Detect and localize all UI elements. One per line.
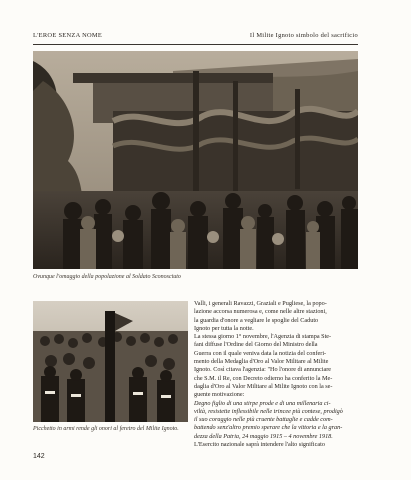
quote-line: il suo coraggio nelle più cruente battaglie e cadde com- — [194, 416, 333, 424]
body-line: lazione accorsa numerosa e, come nelle altre stazioni, — [194, 308, 327, 316]
photo-honor-guard — [33, 301, 188, 422]
body-line: fani diffuse l'Ordine del Giorno del Ministro della — [194, 341, 318, 349]
quote-line: battendo senz'altro premio sperare che la vittoria e la gran- — [194, 424, 343, 432]
body-line: guente motivazione: — [194, 391, 245, 399]
caption-bottom-photo: Picchetto in armi rende gli onori al feretro del Milite Ignoto. — [33, 426, 179, 432]
body-line: mento della Medaglia d'Oro al Valor Militare al Milite — [194, 358, 329, 366]
body-line: Ignoto. Così citava l'agenzia: "Ho l'onore di annunciare — [194, 366, 332, 374]
body-line: L'Esercito nazionale saprà intendere l'alto significato — [194, 441, 325, 449]
running-head-chapter-title: Il Milite Ignoto simbolo del sacrificio — [249, 32, 358, 39]
body-line: Valli, i generali Ravazzi, Graziali e Pugliese, la popo- — [194, 300, 327, 307]
page-number: 142 — [33, 453, 45, 460]
quote-line: dezza della Patria, 24 maggio 1915 – 4 novembre 1918. — [194, 432, 333, 440]
body-line: la guardia d'onore a vegliare le spoglie del Caduto — [194, 316, 319, 324]
caption-top-photo: Ovunque l'omaggio della popolazione al Soldato Sconosciuto — [33, 274, 181, 280]
body-line: La stessa giorno 1° novembre, l'Agenzia di stampa Ste- — [194, 333, 332, 341]
quote-line: Degno figlio di una stirpe prode e di una millenaria ci- — [194, 399, 331, 407]
running-head-book-title: L'EROE SENZA NOME — [33, 32, 103, 39]
body-line: Guerra con il quale veniva data la notizia del conferi- — [194, 349, 327, 357]
body-line: che S.M. il Re, con Decreto odierno ha conferito la Me- — [194, 374, 333, 382]
photo-crowd-homage — [33, 51, 358, 269]
running-head — [33, 32, 358, 44]
body-text-column — [194, 300, 358, 449]
quote-line: viltà, resistette inflessibile nelle trincee più contese, prodigò — [194, 407, 343, 415]
body-line: daglia d'Oro al Valor Militare al Milite Ignoto con la se- — [194, 382, 333, 390]
header-rule — [33, 44, 358, 45]
body-line: Ignoto per tutta la notte. — [194, 324, 254, 332]
